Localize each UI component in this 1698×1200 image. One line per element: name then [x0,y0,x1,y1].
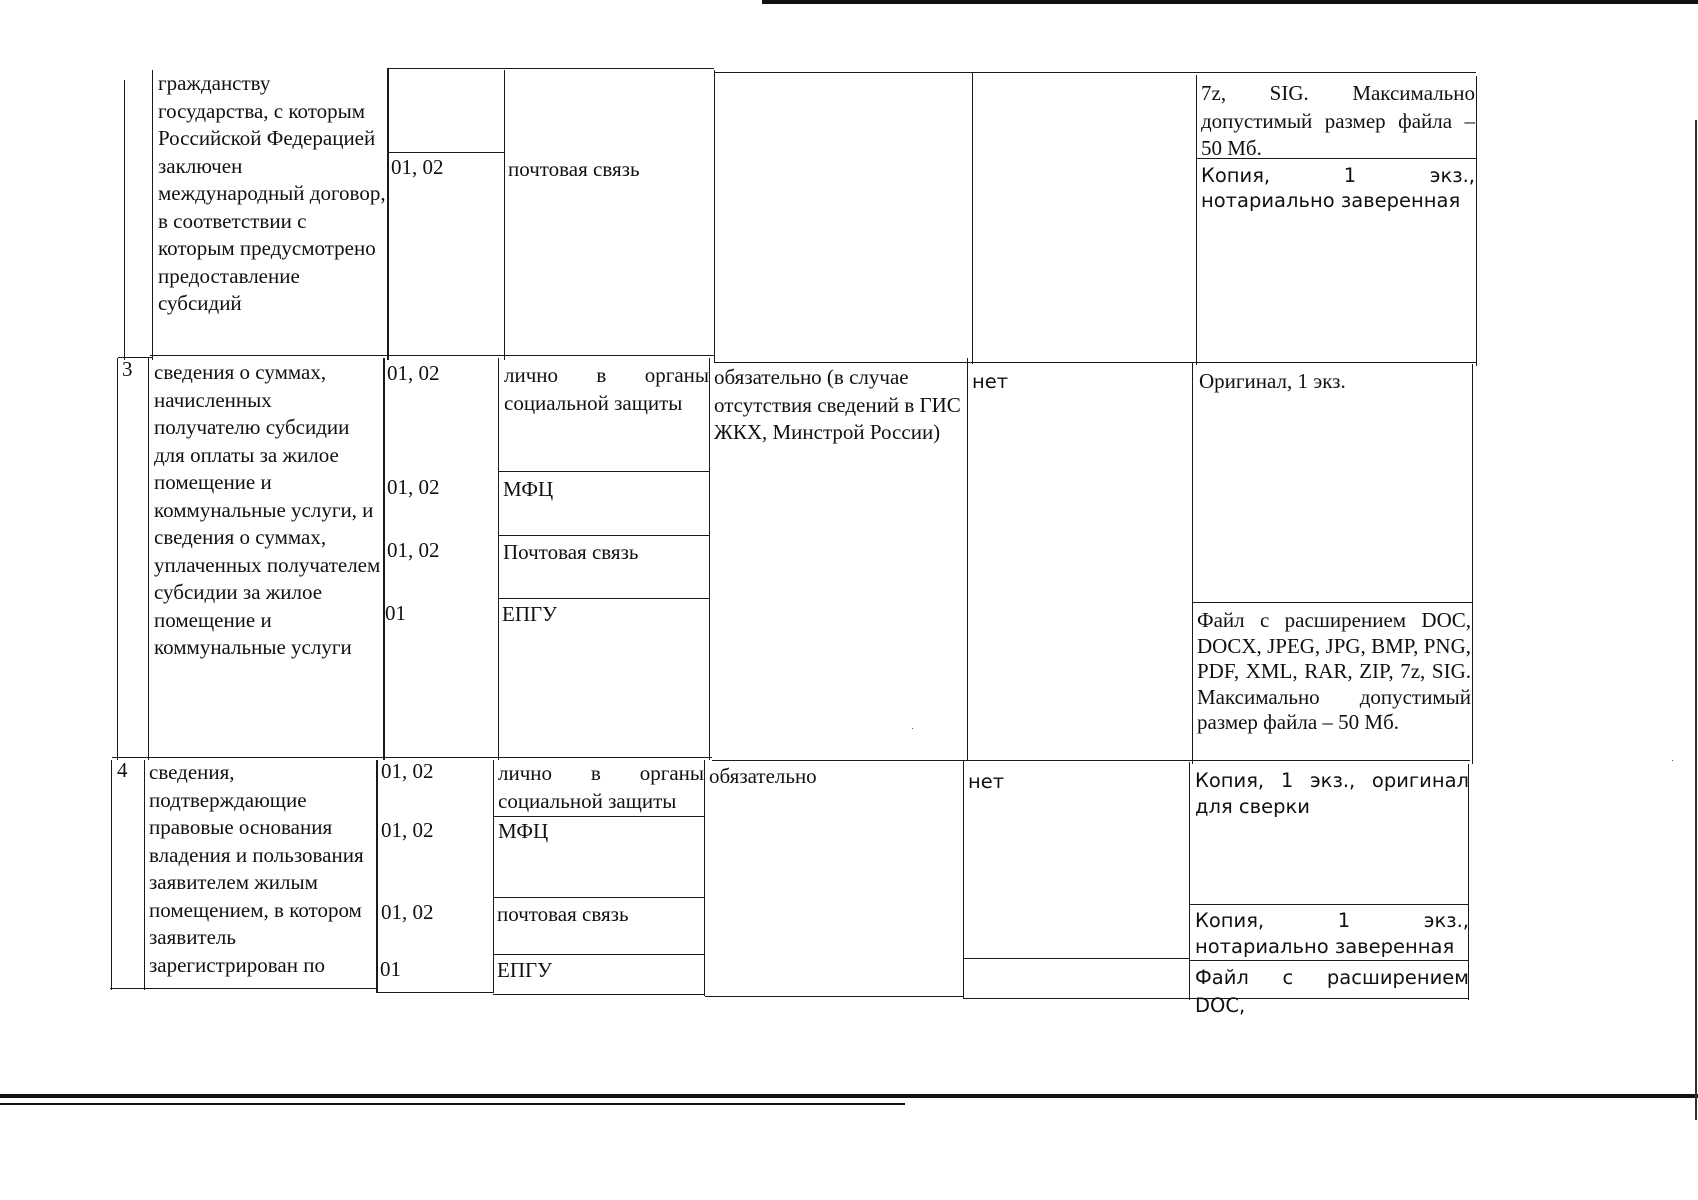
rule-row3-split1 [493,816,705,817]
rule-bottom-left [110,988,378,989]
scan-speckle [1672,760,1673,761]
row3-method-1-text: лично в органы социальной защиты [504,363,709,415]
rule-additional-col [972,72,973,364]
rule-left-outer-mid [117,358,118,760]
rule-right-outer [1476,76,1477,366]
rule-format-col-bot [1189,762,1190,1000]
rule-row2-split1 [498,471,710,472]
rule-left-outer-bot [111,760,112,990]
rule-row3-format-split2 [1189,960,1469,961]
row1-format-1-text: 7z, SIG. Максимально допустимый размер файла – 50 Мб. [1201,81,1475,160]
row4-method-1 [498,760,704,815]
rule-row2-split2 [498,535,710,536]
rule-row3-add-split [963,958,1189,959]
row3-description: сведения о суммах, начисленных получателю субсидии для оплаты за жилое помещение и коммунальные услуги, и сведения о суммах, уплаченных получателем субсидии за жилое помещение и коммунальные услуги [154,360,381,659]
rule-row2-format-split [1192,602,1473,603]
rule-method-col [504,70,505,360]
row4-format-3: Файл с расширением DOC, [1195,966,1469,1017]
row4-method-3: почтовая связь [497,902,629,926]
rule-code-col-bot [376,760,378,993]
rule-mandatory-col-bot [704,760,705,996]
row4-number: 4 [117,758,128,782]
scan-edge-top [762,0,1698,4]
scan-edge-bottom-thin [0,1103,905,1105]
rule-mandatory-col [714,70,715,362]
rule-code-col-mid [383,358,385,760]
rule-row3-split3 [493,954,705,955]
rule-row3-format-split1 [1189,904,1469,905]
row4-code-2: 01, 02 [381,818,434,842]
rule-bottom-method [493,994,705,995]
rule-additional-col-bot [963,760,964,998]
rule-top-block [388,68,714,69]
row4-method-2: МФЦ [498,819,549,843]
rule-row2-split3 [498,598,710,599]
scan-speckle [912,728,913,729]
row1-code-2: 01, 02 [391,155,444,179]
rule-row2-top [150,355,714,356]
row3-code-1: 01, 02 [387,361,440,385]
rule-left-outer [124,80,125,360]
row1-format-2: Копия, 1 экз., нотариально заверенная [1201,164,1475,212]
row1-description: гражданству государства, с которым Российской Федерацией заключен международный договор, в соответствии с которым предусмотрено предоставление субсидий [158,71,386,315]
row4-additional: нет [968,770,1005,793]
row4-code-1: 01, 02 [381,759,434,783]
row4-method-4: ЕПГУ [497,958,553,982]
rule-top-right [714,72,1476,73]
rule-additional-col-mid [967,358,968,760]
rule-method-col-mid [498,358,499,760]
rule-row2-top-right [714,362,1476,363]
rule-num-col [152,70,153,360]
row3-mandatory: обязательно (в случае отсутствия сведений в ГИС ЖКХ, Минстрой России) [714,365,961,444]
rule-format-col-mid [1192,362,1193,764]
row4-format-2: Копия, 1 экз., нотариально заверенная [1195,909,1469,958]
row4-code-3: 01, 02 [381,900,434,924]
row4-method-1-text: лично в органы социальной защиты [498,761,704,813]
rule-right-outer-mid [1472,364,1473,764]
row3-code-3: 01, 02 [387,538,440,562]
rule-bottom-mandatory [705,996,963,997]
row3-method-2: МФЦ [503,477,554,501]
rule-num-col-bot [144,760,145,990]
row3-code-2: 01, 02 [387,475,440,499]
rule-bottom-code [377,992,494,993]
row3-code-4: 01 [385,601,406,625]
scan-edge-right [1695,120,1697,1120]
row3-method-1 [504,362,709,417]
row1-format-1 [1201,80,1475,163]
rule-row3-top-right [712,760,1470,761]
row4-mandatory: обязательно [709,764,817,788]
rule-row1-split [387,152,504,153]
row3-method-4: ЕПГУ [502,602,558,626]
row3-number: 3 [122,357,133,381]
row3-format-2-text: Файл с расширением DOC, DOCX, JPEG, JPG, BMP, PNG, PDF, XML, RAR, ZIP, 7z, SIG. Максимально допустимый размер файла – 50 Мб. [1197,608,1471,734]
rule-mandatory-col-mid [709,358,710,760]
scan-edge-bottom [0,1094,1698,1098]
row4-code-4: 01 [380,957,401,981]
row3-format-1: Оригинал, 1 экз. [1199,369,1346,393]
rule-code-col [387,68,389,360]
rule-num-col-mid [148,358,149,760]
rule-method-col-bot [493,760,494,993]
rule-format-col [1196,75,1197,365]
row3-format-2 [1197,608,1471,736]
rule-row3-split2 [493,897,705,898]
row4-format-1: Копия, 1 экз., оригинал для сверки [1195,769,1469,818]
row1-method-2: почтовая связь [508,157,640,181]
row4-description: сведения, подтверждающие правовые основания владения и пользования заявителем жилым помещением, в котором заявитель зарегистрирован по [149,760,364,977]
row3-additional: нет [972,370,1009,393]
row3-method-3: Почтовая связь [503,540,639,564]
